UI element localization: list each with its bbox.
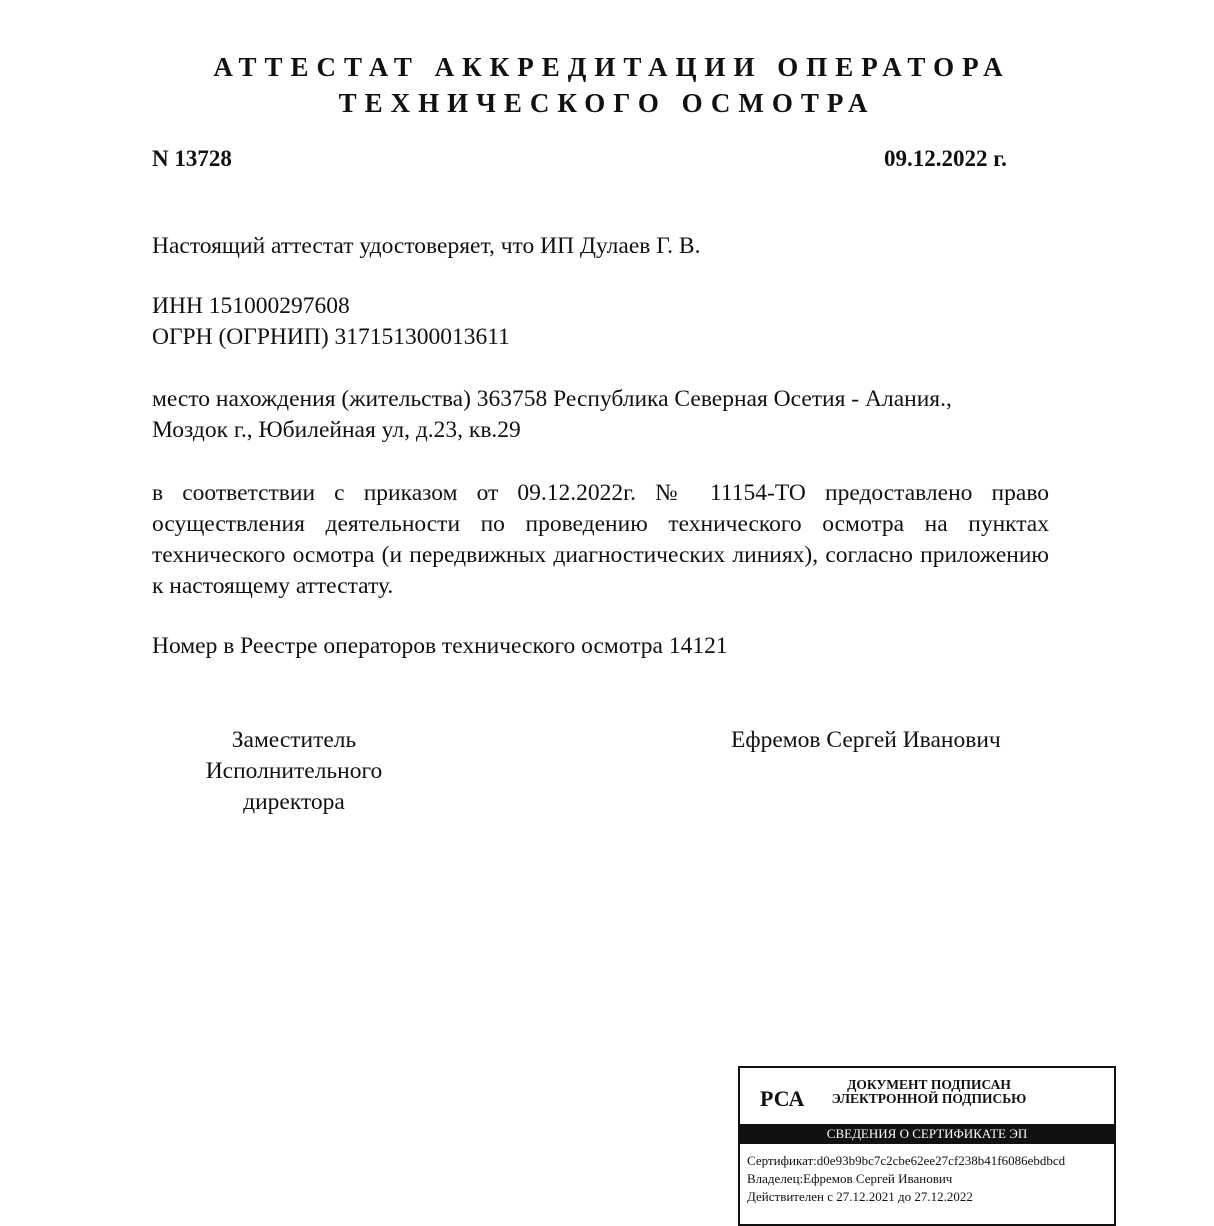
stamp-heading: ДОКУМЕНТ ПОДПИСАН ЭЛЕКТРОННОЙ ПОДПИСЬЮ [831,1077,1027,1106]
ogrn-line: ОГРН (ОГРНИП) 317151300013611 [152,324,510,350]
rsa-logo: РСА [760,1086,805,1111]
certificate-number: N 13728 [152,146,232,171]
registry-number-line: Номер в Реестре операторов технического осмотра 14121 [152,633,728,659]
order-paragraph: в соответствии с приказом от 09.12.2022г. № 11154-ТО предоставлено право осуществления деятельности по проведению технического осмотра на пунктах технического осмотра (и передвижных диагностических линиях), согласно приложению к настоящему аттестату. [152,480,1049,599]
stamp-certificate-id: Сертификат:d0e93b9bc7c2cbe62ee27cf238b41f6086ebdbcd [747,1153,1066,1168]
document-title-line1: АТТЕСТАТ АККРЕДИТАЦИИ ОПЕРАТОРА [213,52,1011,82]
stamp-owner: Владелец:Ефремов Сергей Иванович [747,1171,953,1186]
stamp-certificate-band: СВЕДЕНИЯ О СЕРТИФИКАТЕ ЭП [740,1124,1114,1144]
electronic-signature-stamp [738,1066,1116,1226]
inn-line: ИНН 151000297608 [152,293,350,319]
address-paragraph: место нахождения (жительства) 363758 Республика Северная Осетия - Алания., Моздок г., Юбилейная ул, д.23, кв.29 [152,386,952,443]
stamp-validity: Действителен с 27.12.2021 до 27.12.2022 [747,1189,973,1204]
signer-name: Ефремов Сергей Иванович [731,727,1001,753]
certificate-date: 09.12.2022 г. [884,146,1007,171]
certifies-paragraph: Настоящий аттестат удостоверяет, что ИП Дулаев Г. В. [152,233,701,259]
document-title-line2: ТЕХНИЧЕСКОГО ОСМОТРА [338,88,876,118]
signer-position: Заместитель Исполнительного директора [205,727,383,815]
